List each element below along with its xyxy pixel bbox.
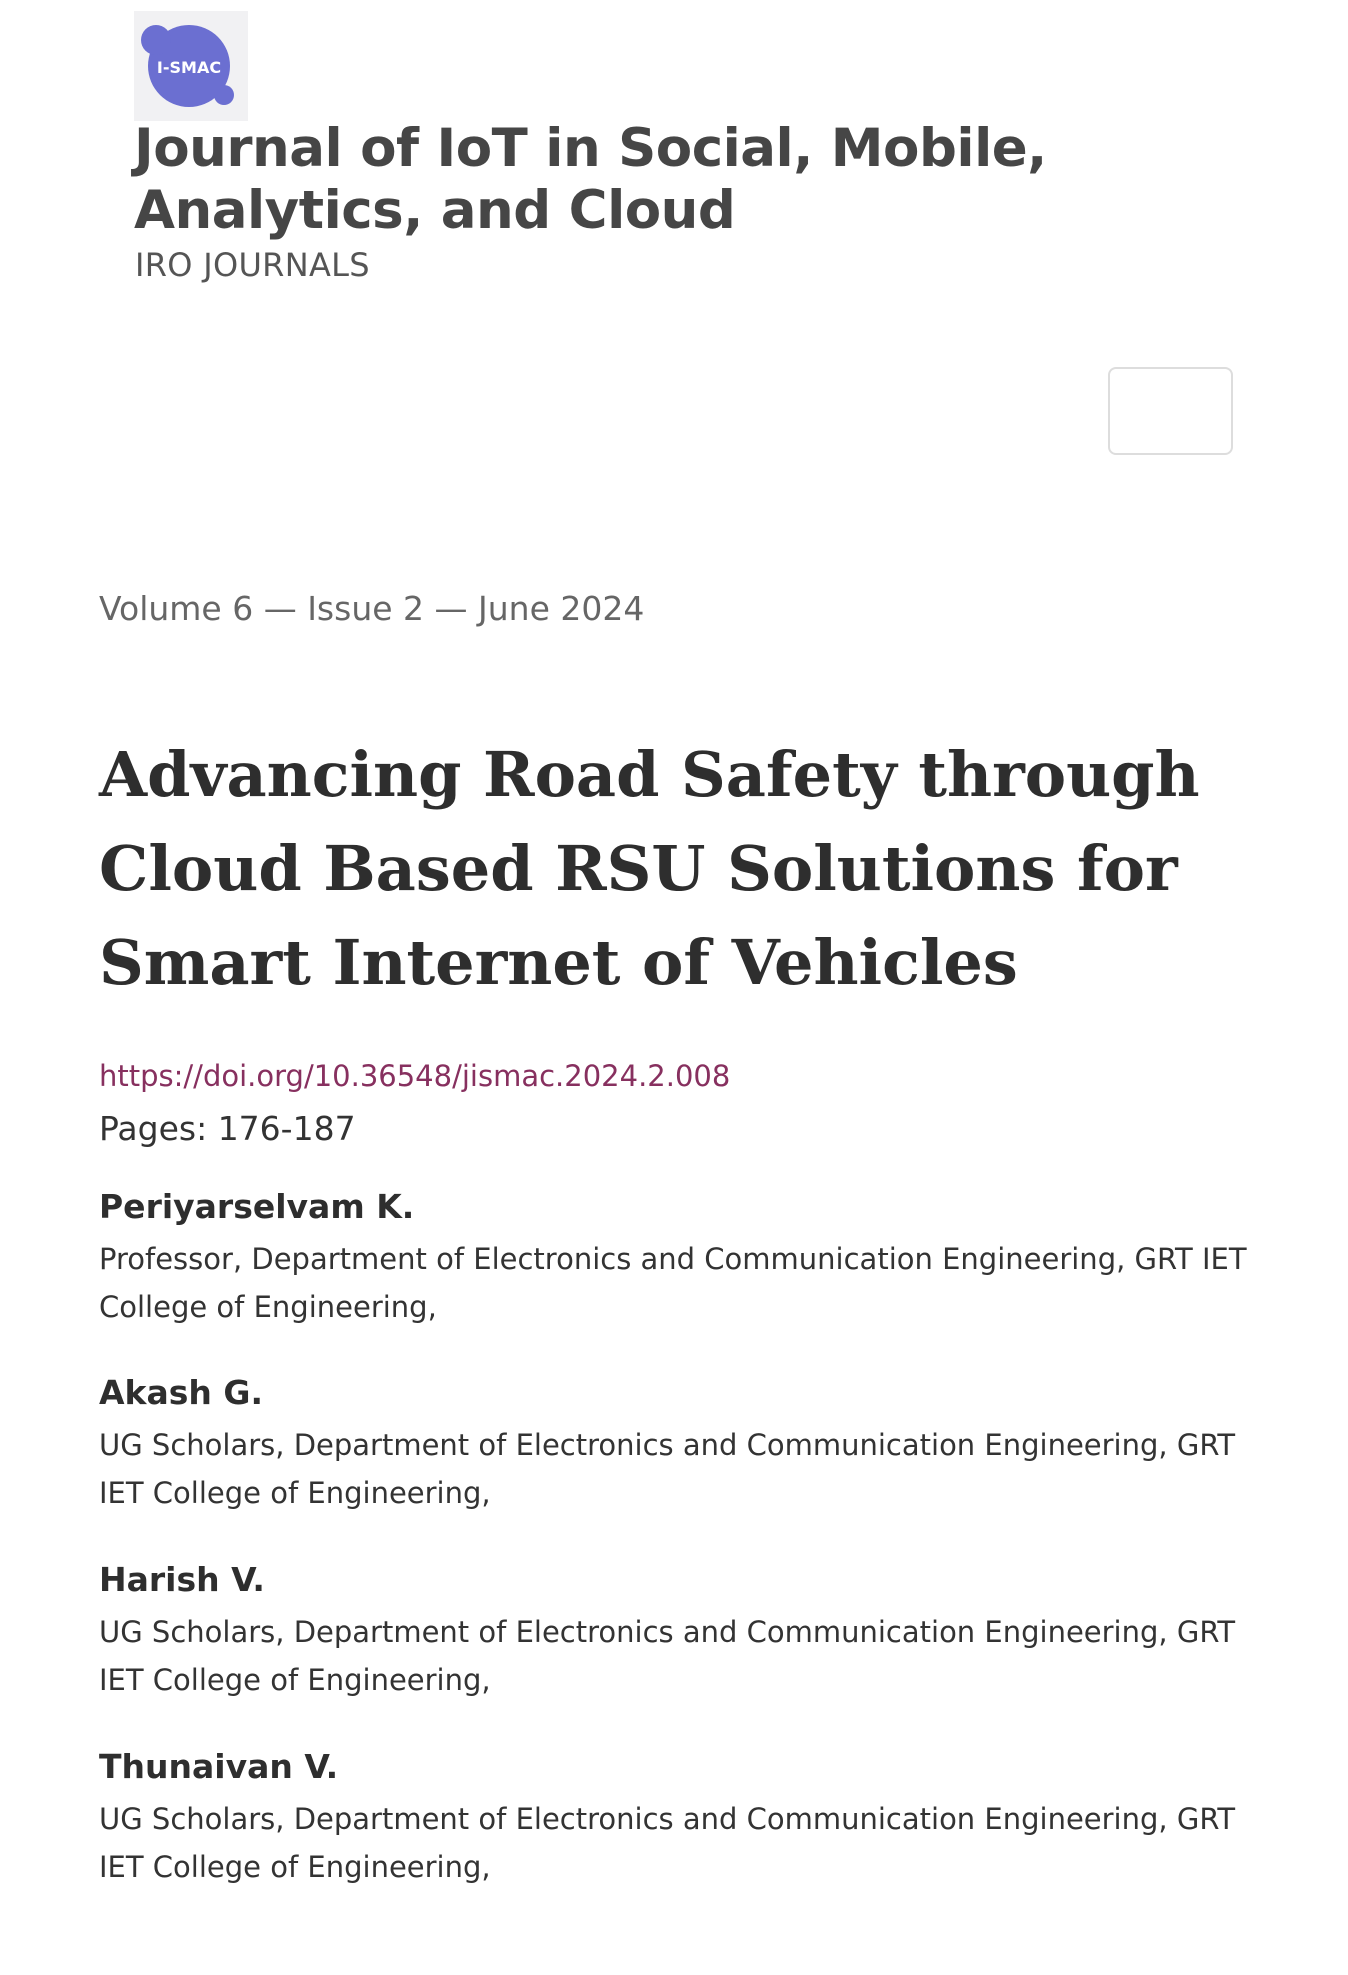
page-range: Pages: 176-187 bbox=[99, 1109, 356, 1148]
author-block bbox=[99, 1371, 1269, 1517]
author-block bbox=[99, 1745, 1269, 1891]
author-block bbox=[99, 1558, 1269, 1704]
doi-link[interactable]: https://doi.org/10.36548/jismac.2024.2.008 bbox=[99, 1059, 731, 1093]
article-title: Advancing Road Safety through Cloud Based RSU Solutions for Smart Internet of Vehicles bbox=[99, 738, 1200, 999]
publisher-name: IRO JOURNALS bbox=[135, 246, 370, 284]
issue-info[interactable]: Volume 6 — Issue 2 — June 2024 bbox=[99, 589, 645, 628]
author-affiliation: UG Scholars, Department of Electronics and Communication Engineering, GRT IET College of Engineering, bbox=[99, 1615, 1236, 1697]
logo-text: I-SMAC bbox=[156, 58, 222, 77]
journal-logo[interactable] bbox=[134, 11, 248, 121]
author-name: Akash G. bbox=[99, 1373, 264, 1412]
i-smac-logo-icon bbox=[134, 11, 248, 121]
author-name: Periyarselvam K. bbox=[99, 1187, 415, 1226]
author-affiliation: Professor, Department of Electronics and Communication Engineering, GRT IET College of Engineering, bbox=[99, 1242, 1247, 1324]
author-affiliation: UG Scholars, Department of Electronics and Communication Engineering, GRT IET College of Engineering, bbox=[99, 1428, 1236, 1510]
journal-title[interactable]: Journal of IoT in Social, Mobile, Analytics, and Cloud bbox=[134, 118, 1047, 241]
author-name: Thunaivan V. bbox=[99, 1747, 339, 1786]
author-affiliation: UG Scholars, Department of Electronics and Communication Engineering, GRT IET College of Engineering, bbox=[99, 1802, 1236, 1884]
author-block bbox=[99, 1185, 1269, 1331]
menu-button[interactable] bbox=[1108, 367, 1233, 455]
author-name: Harish V. bbox=[99, 1560, 265, 1599]
